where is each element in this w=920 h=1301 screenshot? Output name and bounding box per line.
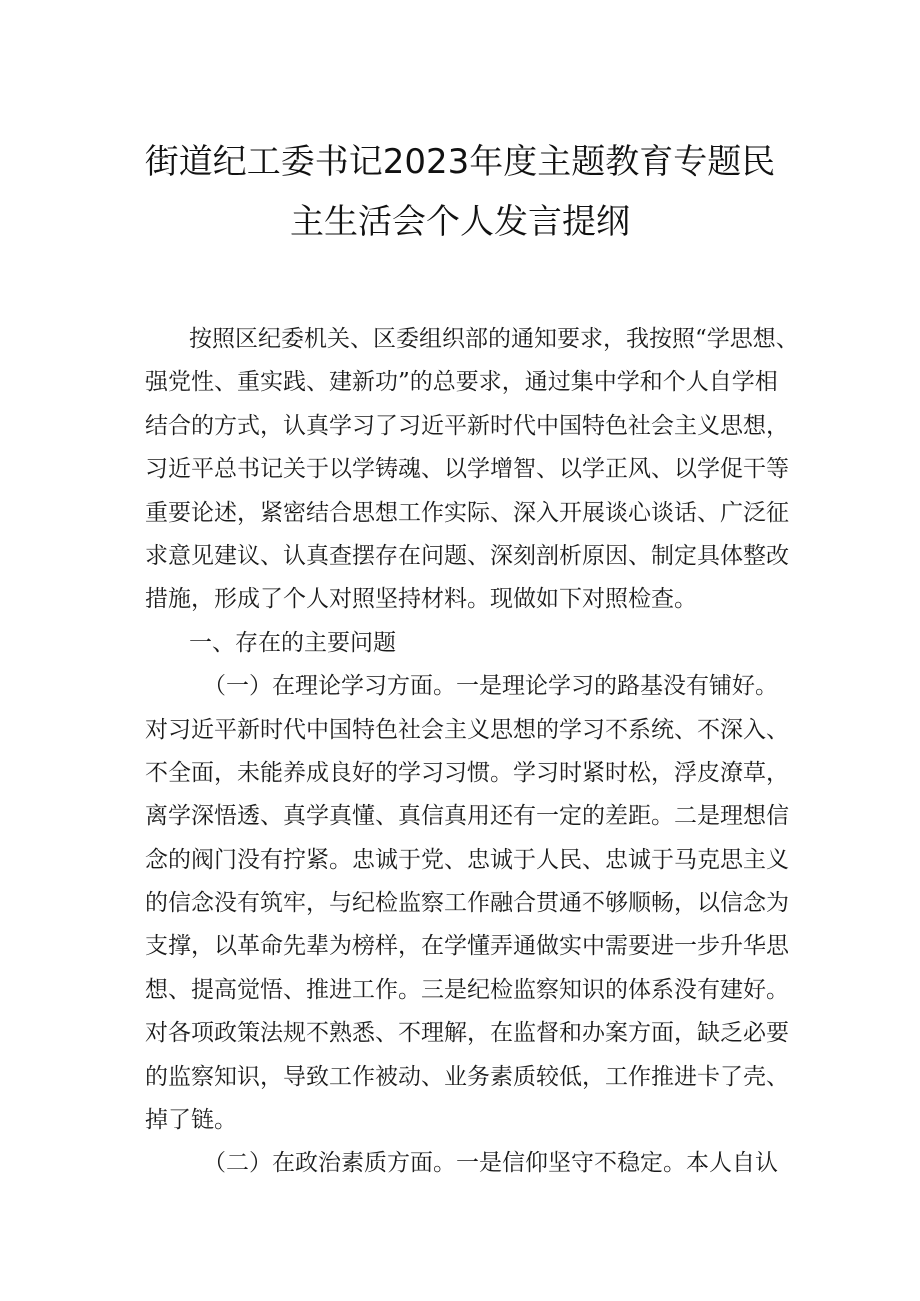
paragraph-line: 掉了链。 (145, 1107, 237, 1134)
subsection-line: （二）在政治素质方面。一是信仰坚守不稳定。本人自认 (203, 1150, 778, 1177)
paragraph-line: 措施，形成了个人对照坚持材料。现做如下对照检查。 (145, 586, 697, 613)
paragraph-line: 按照区纪委机关、区委组织部的通知要求，我按照“学思想、 (189, 326, 799, 352)
paragraph-line: 的监察知识，导致工作被动、业务素质较低，工作推进卡了壳、 (145, 1063, 789, 1090)
section-heading: 一、存在的主要问题 (189, 629, 396, 656)
paragraph-line: 对习近平新时代中国特色社会主义思想的学习不系统、不深入、 (145, 716, 789, 743)
paragraph-line: 念的阀门没有拧紧。忠诚于党、忠诚于人民、忠诚于马克思主义 (145, 846, 789, 873)
paragraph-line: 的信念没有筑牢，与纪检监察工作融合贯通不够顺畅，以信念为 (145, 890, 789, 917)
paragraph-line: 强党性、重实践、建新功”的总要求，通过集中学和个人自学相 (145, 369, 778, 396)
subsection-line: （一）在理论学习方面。一是理论学习的路基没有铺好。 (203, 673, 778, 700)
paragraph-line: 不全面，未能养成良好的学习习惯。学习时紧时松，浮皮潦草， (145, 759, 789, 786)
paragraph-line: 结合的方式，认真学习了习近平新时代中国特色社会主义思想， (145, 412, 789, 439)
paragraph-line: 支撑，以革命先辈为榜样，在学懂弄通做实中需要进一步升华思 (145, 933, 789, 960)
paragraph-line: 离学深悟透、真学真懂、真信真用还有一定的差距。二是理想信 (145, 803, 789, 830)
paragraph-line: 重要论述，紧密结合思想工作实际、深入开展谈心谈话、广泛征 (145, 499, 789, 526)
document-title-line-1: 街道纪工委书记2023年度主题教育专题民 (144, 142, 776, 182)
paragraph-line: 想、提高觉悟、推进工作。三是纪检监察知识的体系没有建好。 (145, 976, 789, 1003)
document-body (145, 318, 805, 1186)
paragraph-line: 习近平总书记关于以学铸魂、以学增智、以学正风、以学促干等 (145, 456, 789, 483)
paragraph-line: 求意见建议、认真查摆存在问题、深刻剖析原因、制定具体整改 (145, 542, 789, 569)
paragraph-line: 对各项政策法规不熟悉、不理解，在监督和办案方面，缺乏必要 (145, 1020, 789, 1047)
document-title-line-2: 主生活会个人发言提纲 (290, 202, 630, 242)
